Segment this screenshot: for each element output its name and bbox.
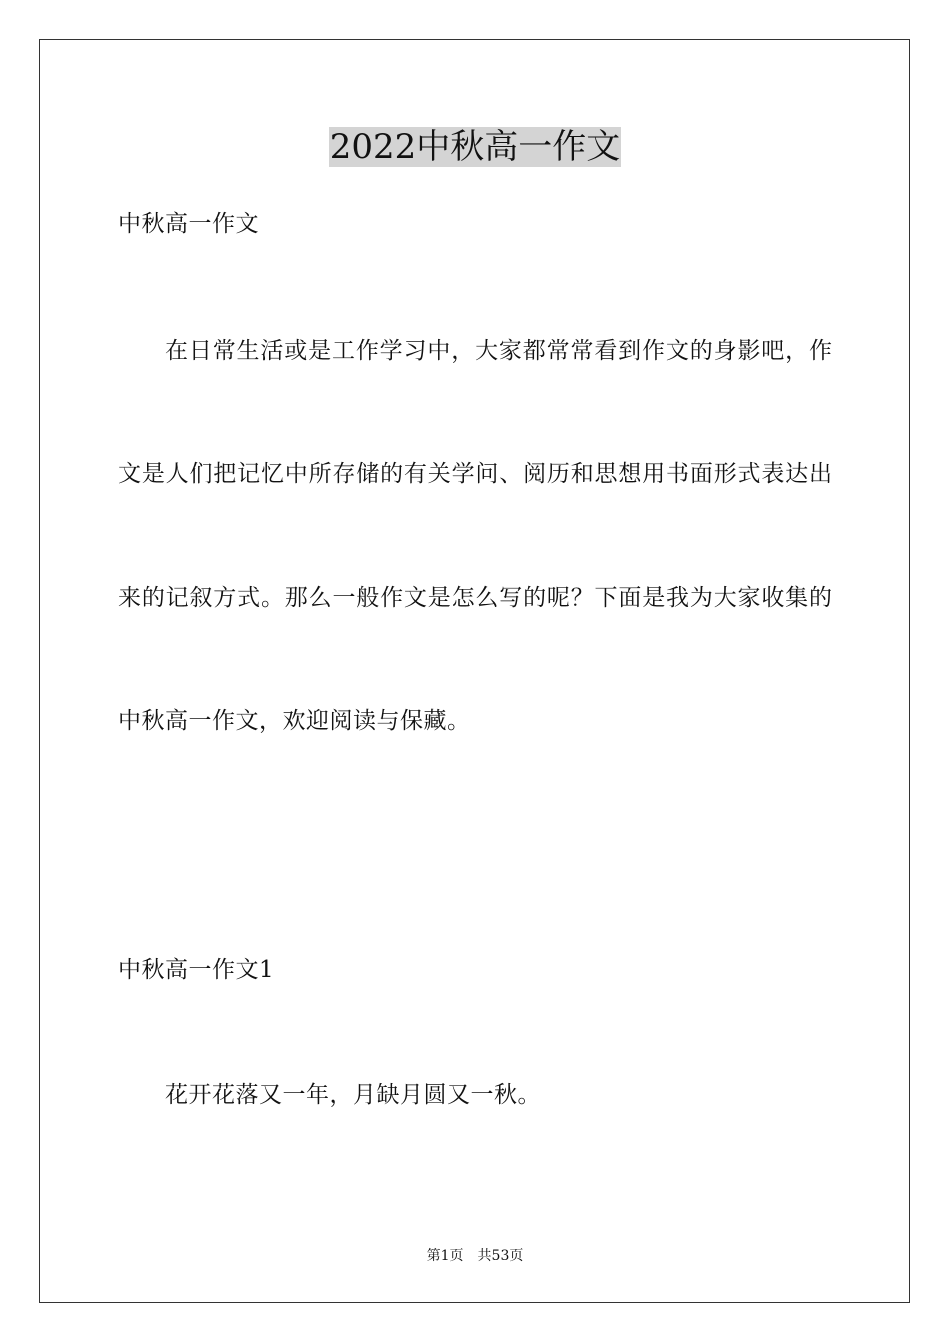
section-heading: 中秋高一作文1 xyxy=(118,957,275,983)
section-paragraph-line-1: 花开花落又一年，月缺月圆又一秋。 xyxy=(165,1082,541,1108)
document-title xyxy=(0,124,950,170)
document-title-text: 2022中秋高一作文 xyxy=(329,127,621,167)
intro-paragraph-line-3: 来的记叙方式。那么一般作文是怎么写的呢？下面是我为大家收集的 xyxy=(118,585,832,611)
intro-paragraph-line-4: 中秋高一作文，欢迎阅读与保藏。 xyxy=(118,708,471,734)
document-subtitle: 中秋高一作文 xyxy=(118,211,259,237)
intro-paragraph-line-1: 在日常生活或是工作学习中，大家都常常看到作文的身影吧，作 xyxy=(165,338,832,364)
page-footer: 第1页 共53页 xyxy=(426,1248,524,1264)
intro-paragraph-line-2: 文是人们把记忆中所存储的有关学问、阅历和思想用书面形式表达出 xyxy=(118,461,832,487)
